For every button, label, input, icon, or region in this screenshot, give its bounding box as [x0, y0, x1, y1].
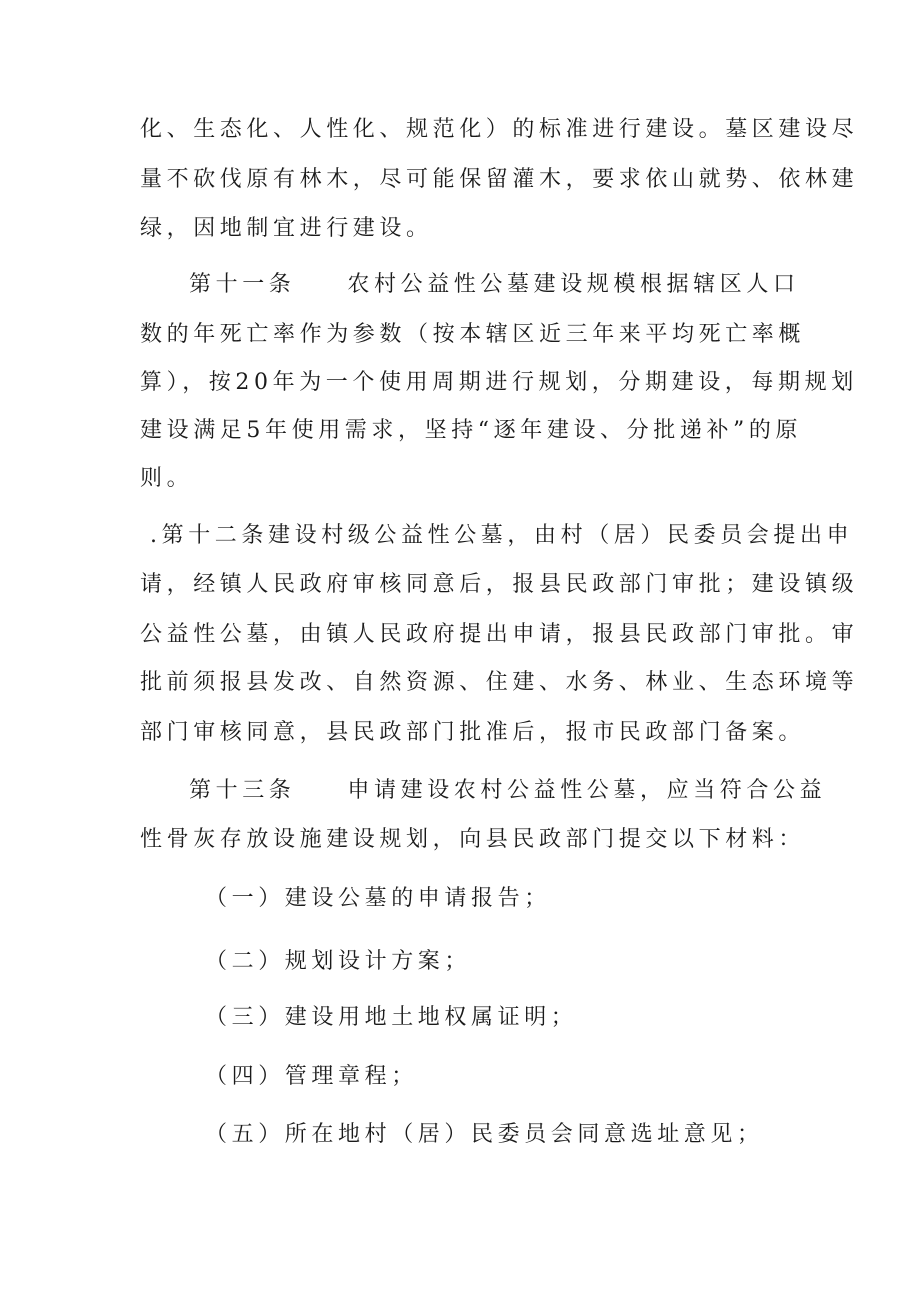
paragraph-line: 公益性公墓，由镇人民政府提出申请，报县民政部门审批。审: [140, 622, 859, 647]
paragraph-line: 部门审核同意，县民政部门批准后，报市民政部门备案。: [140, 720, 806, 745]
article-11-label: 第十一条: [189, 272, 296, 297]
paragraph-line: 建设满足5年使用需求，坚持“逐年建设、分批递补”的原: [140, 418, 803, 443]
list-item: （一）建设公墓的申请报告；: [205, 886, 551, 911]
article-11-text: 农村公益性公墓建设规模根据辖区人口: [347, 272, 800, 297]
list-item: （三）建设用地土地权属证明；: [205, 1005, 578, 1030]
paragraph-line: 批前须报县发改、自然资源、住建、水务、林业、生态环境等: [140, 670, 859, 695]
paragraph-line: 数的年死亡率作为参数（按本辖区近三年来平均死亡率概: [140, 322, 806, 347]
article-12-first-line: .第十二条建设村级公益性公墓，由村（居）民委员会提出申: [150, 523, 854, 548]
paragraph-line: 算），按20年为一个使用周期进行规划，分期建设，每期规划: [140, 370, 858, 395]
paragraph-line: 则。: [140, 466, 194, 491]
article-13-label: 第十三条: [189, 778, 296, 803]
list-item: （四）管理章程；: [205, 1064, 418, 1089]
list-item: （五）所在地村（居）民委员会同意选址意见；: [205, 1122, 764, 1147]
list-item: （二）规划设计方案；: [205, 949, 472, 974]
article-13-first-line: [189, 776, 826, 806]
paragraph-line: 请，经镇人民政府审核同意后，报县民政部门审批；建设镇级: [140, 572, 859, 597]
article-11-first-line: [189, 270, 800, 300]
paragraph-line: 绿，因地制宜进行建设。: [140, 216, 433, 241]
article-13-text: 申请建设农村公益性公墓，应当符合公益: [347, 778, 827, 803]
paragraph-line: 性骨灰存放设施建设规划，向县民政部门提交以下材料：: [140, 827, 806, 852]
paragraph-line: 化、生态化、人性化、规范化）的标准进行建设。墓区建设尽: [140, 117, 859, 142]
paragraph-line: 量不砍伐原有林木，尽可能保留灌木，要求依山就势、依林建: [140, 167, 859, 192]
